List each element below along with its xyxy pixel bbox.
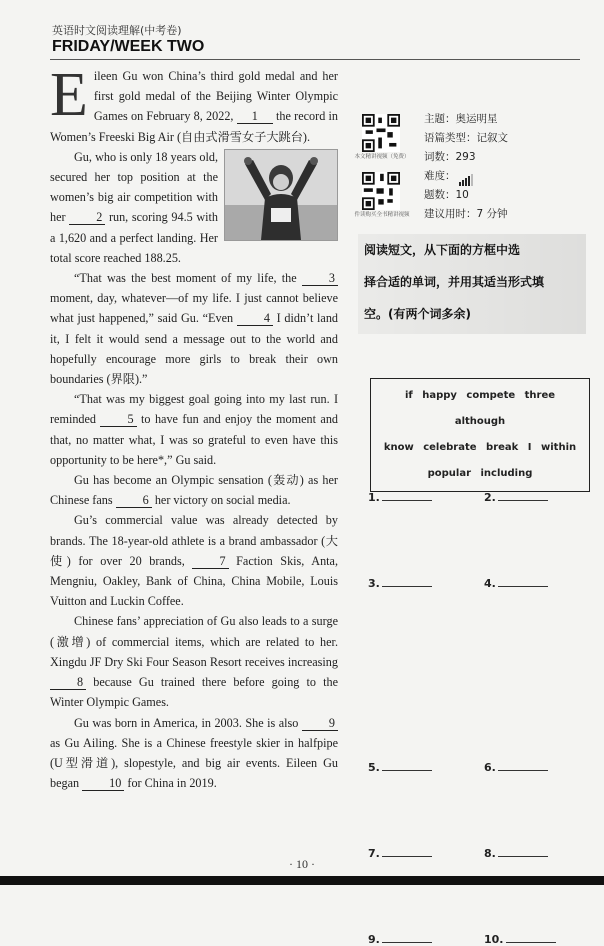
info-words: 词数：293 [424, 151, 476, 163]
answer-line[interactable] [382, 932, 432, 943]
athlete-image [225, 150, 337, 240]
word-option: compete [466, 390, 516, 401]
answer-number: 9. [368, 933, 380, 946]
p5-text-c: her victory on social media. [154, 493, 291, 508]
p1-text-a: ileen Gu won China’s third gold medal and her first gold medal of the Beijing Winter Olympic Games on February 8, 2022, [93, 69, 338, 124]
blank-9[interactable]: 9 [302, 716, 338, 731]
word-option: popular [427, 468, 472, 479]
blank-7[interactable]: 7 [192, 554, 228, 569]
info-time: 建议用时：7 分钟 [424, 208, 508, 220]
answer-number: 1. [368, 491, 380, 504]
blank-10[interactable]: 10 [82, 776, 124, 791]
athlete-photo [224, 149, 338, 241]
p6-text-c: Faction Skis, Anta, Mengniu, Oakley, Bank of China, China Mobile, Louis Vuitton and Luckin Coffee. [50, 553, 339, 609]
difficulty-bar [471, 174, 473, 186]
word-option: I [527, 442, 532, 453]
instructions-line-3: 空。(有两个词多余) [364, 307, 471, 321]
p7-text-c: because Gu trained there before going to the Winter Olympic Games. [50, 675, 338, 710]
answer-3[interactable] [368, 576, 432, 590]
paragraph-8 [50, 713, 338, 794]
paragraph-3 [50, 268, 338, 389]
blank-1[interactable]: 1 [237, 109, 273, 124]
info-panel [352, 100, 592, 230]
difficulty-label: 难度： [424, 170, 456, 182]
blank-3[interactable]: 3 [302, 271, 338, 286]
answer-number: 2. [484, 491, 496, 504]
qr-caption-2: 件读购买全书精讲视频 [354, 212, 410, 218]
p1-text-c: the record in Women’s Freeski Big Air (自由式滑雪女子大跳台). [50, 109, 339, 144]
answer-number: 7. [368, 847, 380, 860]
answer-line[interactable] [498, 846, 548, 857]
p8-text-c: as Gu Ailing. She is a Chinese freestyle skier in halfpipe (U型滑道), slopestyle, and big air events. Eileen Gu began [50, 735, 338, 791]
bottom-bar [0, 876, 604, 885]
answer-number: 4. [484, 577, 496, 590]
word-option: celebrate [423, 442, 477, 453]
article-info [424, 110, 508, 224]
p4-text-a: “That was my biggest goal going into my last run. I reminded [50, 392, 338, 427]
answer-number: 10. [484, 933, 504, 946]
paragraph-1 [50, 61, 339, 147]
p2-text-c: run, scoring 94.5 with a 1,620 and a perfect landing. Her total score reached 188.25. [50, 210, 219, 265]
info-genre: 语篇类型：记叙文 [424, 132, 508, 144]
answer-number: 5. [368, 761, 380, 774]
blank-4[interactable]: 4 [237, 311, 273, 326]
blank-5[interactable]: 5 [100, 412, 136, 427]
paragraph-7 [50, 611, 338, 712]
instructions-line-1: 阅读短文，从下面的方框中选 [364, 243, 521, 257]
article [50, 61, 339, 793]
answer-6[interactable] [484, 760, 548, 774]
header-rule [50, 59, 580, 60]
answer-line[interactable] [382, 576, 432, 587]
word-option: happy [422, 390, 457, 401]
answer-line[interactable] [498, 490, 548, 501]
p4-text-c: to have fun and enjoy the moment and that, no matter what, I was so grateful to even have this opportunity to be here*,” Gu said. [50, 412, 339, 467]
blank-2[interactable]: 2 [69, 210, 105, 225]
word-option: if [404, 390, 413, 401]
p8-text-d: for China in 2019. [127, 776, 217, 791]
word-option: know [383, 442, 414, 453]
paragraph-4 [50, 389, 338, 470]
p2-text-a: Gu, who is only 18 years old, secured her top position at the women’s big air competition with her [50, 149, 218, 225]
answer-2[interactable] [484, 490, 548, 504]
word-option: three [524, 390, 556, 401]
paragraph-6 [50, 510, 338, 611]
p7-text-a: Chinese fans’ appreciation of Gu also leads to a surge (激增) of commercial items, which are related to her. Xingdu JF Dry Ski Four Season Resort receives increasing [50, 614, 338, 669]
header-title: FRIDAY/WEEK TWO [52, 38, 205, 55]
answer-1[interactable] [368, 490, 432, 504]
answer-5[interactable] [368, 760, 432, 774]
word-option: within [541, 442, 577, 453]
p3-text-c: moment, day, whatever—of my life. I just cannot believe what just happened,” said Gu. “Even [50, 291, 338, 326]
difficulty-bars-icon [459, 167, 474, 186]
info-questions: 题数：10 [424, 189, 469, 201]
qr-caption-1: 本文精讲视频（免费） [354, 154, 410, 160]
p5-text-a: Gu has become an Olympic sensation (轰动) as her Chinese fans [50, 473, 338, 508]
word-option: although [454, 416, 506, 427]
p8-text-a: Gu was born in America, in 2003. She is also [74, 715, 299, 730]
difficulty-bar [468, 176, 470, 186]
paragraph-5 [50, 470, 338, 510]
drop-cap: E [50, 61, 88, 129]
answer-9[interactable] [368, 932, 432, 946]
qr-code-icon[interactable] [362, 172, 400, 210]
qr-code-icon[interactable] [362, 114, 400, 152]
answer-line[interactable] [382, 846, 432, 857]
answer-line[interactable] [498, 760, 548, 771]
instructions [358, 234, 586, 334]
blank-6[interactable]: 6 [116, 493, 152, 508]
p3-text-d: I didn’t land it, I felt it would send a message out to the world and hopefully encourage more girls to break their own boundaries (界限).” [50, 311, 339, 387]
info-difficulty [424, 167, 508, 186]
answer-number: 3. [368, 577, 380, 590]
info-topic: 主题：奥运明星 [424, 113, 498, 125]
page-number: · 10 · [289, 857, 315, 871]
answer-line[interactable] [382, 760, 432, 771]
p3-text-a: “That was the best moment of my life, the [74, 271, 297, 286]
word-option: break [486, 442, 519, 453]
answer-number: 8. [484, 847, 496, 860]
answer-10[interactable] [484, 932, 556, 946]
blank-8[interactable]: 8 [50, 675, 86, 690]
word-bank [370, 378, 590, 492]
paragraph-2 [50, 147, 338, 268]
answer-line[interactable] [498, 576, 548, 587]
p6-text-a: Gu’s commercial value was already detected by brands. The 18-year-old athlete is a brand ambassador (大使) for over 20 brands, [50, 513, 338, 568]
answer-number: 6. [484, 761, 496, 774]
answer-line[interactable] [506, 932, 556, 943]
instructions-line-2: 择合适的单词，并用其适当形式填 [364, 275, 545, 289]
word-option: including [480, 468, 533, 479]
header-series: 英语时文阅读理解(中考卷) [52, 24, 182, 37]
difficulty-bar [465, 178, 467, 186]
answer-4[interactable] [484, 576, 548, 590]
answer-line[interactable] [382, 490, 432, 501]
